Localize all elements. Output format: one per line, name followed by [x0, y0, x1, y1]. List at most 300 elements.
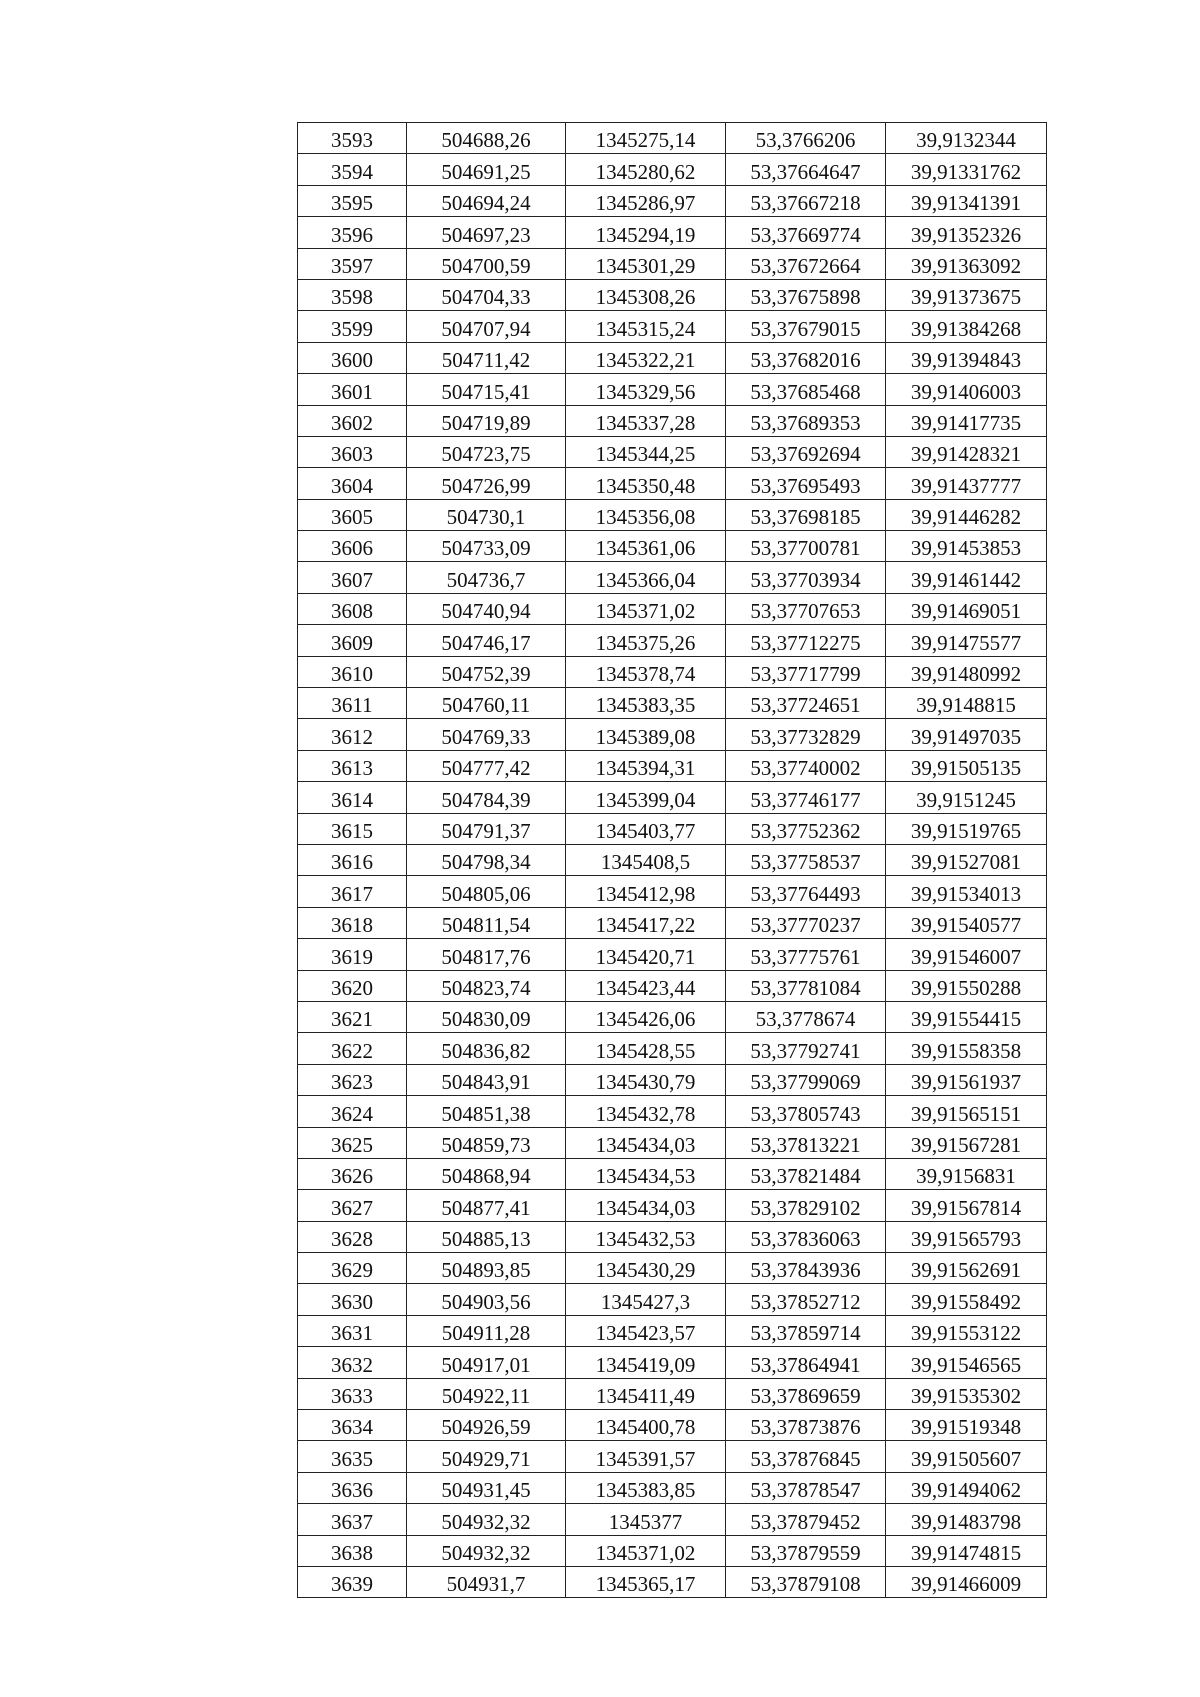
longitude-cell — [886, 531, 1047, 562]
cell-text: 1345366,04 — [595, 567, 696, 592]
point-number-cell — [298, 342, 407, 373]
cell-text: 504917,01 — [441, 1352, 531, 1377]
point-number-cell — [298, 154, 407, 185]
cell-text: 53,3778674 — [755, 1007, 856, 1032]
cell-text: 53,37664647 — [750, 159, 861, 184]
cell-text: 53,37843936 — [750, 1258, 861, 1283]
x-coordinate-cell — [407, 1001, 566, 1032]
cell-text: 53,37685468 — [750, 379, 861, 404]
longitude-cell — [886, 939, 1047, 970]
longitude-cell — [886, 907, 1047, 938]
x-coordinate-cell — [407, 279, 566, 310]
table-row — [298, 876, 1047, 907]
cell-text: 504733,09 — [441, 536, 531, 561]
table-row — [298, 1284, 1047, 1315]
longitude-cell — [886, 1127, 1047, 1158]
cell-text: 53,37717799 — [750, 662, 861, 687]
cell-text: 504719,89 — [441, 410, 531, 435]
table-row — [298, 593, 1047, 624]
cell-text: 3619 — [331, 944, 373, 969]
cell-text: 1345412,98 — [595, 881, 696, 906]
cell-text: 504736,7 — [446, 567, 526, 592]
longitude-cell — [886, 1096, 1047, 1127]
longitude-cell — [886, 1378, 1047, 1409]
cell-text: 1345432,53 — [595, 1227, 696, 1252]
point-number-cell — [298, 1033, 407, 1064]
point-number-cell — [298, 1441, 407, 1472]
cell-text: 39,91406003 — [910, 379, 1022, 404]
y-coordinate-cell — [566, 342, 726, 373]
latitude-cell — [726, 1096, 886, 1127]
table-row — [298, 405, 1047, 436]
cell-text: 1345411,49 — [596, 1384, 695, 1409]
cell-text: 1345399,04 — [595, 787, 696, 812]
cell-text: 504746,17 — [441, 630, 531, 655]
cell-text: 504859,73 — [441, 1132, 531, 1157]
point-number-cell — [298, 1001, 407, 1032]
table-row — [298, 123, 1047, 154]
y-coordinate-cell — [566, 1096, 726, 1127]
x-coordinate-cell — [407, 217, 566, 248]
point-number-cell — [298, 1347, 407, 1378]
latitude-cell — [726, 562, 886, 593]
latitude-cell — [726, 1566, 886, 1597]
latitude-cell — [726, 1221, 886, 1252]
cell-text: 504691,25 — [441, 159, 531, 184]
y-coordinate-cell — [566, 405, 726, 436]
cell-text: 53,37724651 — [750, 693, 861, 718]
cell-text: 3622 — [331, 1038, 373, 1063]
cell-text: 1345280,62 — [595, 159, 696, 184]
cell-text: 504784,39 — [441, 787, 531, 812]
cell-text: 39,9148815 — [916, 693, 1016, 718]
cell-text: 504811,54 — [441, 913, 531, 938]
cell-text: 504694,24 — [441, 191, 531, 216]
cell-text: 3607 — [331, 567, 373, 592]
x-coordinate-cell — [407, 876, 566, 907]
point-number-cell — [298, 123, 407, 154]
cell-text: 39,91567814 — [910, 1195, 1022, 1220]
x-coordinate-cell — [407, 1378, 566, 1409]
y-coordinate-cell — [566, 1127, 726, 1158]
x-coordinate-cell — [407, 1127, 566, 1158]
cell-text: 1345371,02 — [595, 1540, 696, 1565]
cell-text: 53,37692694 — [750, 442, 861, 467]
y-coordinate-cell — [566, 311, 726, 342]
longitude-cell — [886, 1190, 1047, 1221]
latitude-cell — [726, 1190, 886, 1221]
latitude-cell — [726, 248, 886, 279]
coordinates-table-body — [298, 123, 1047, 1598]
cell-text: 3614 — [331, 787, 373, 812]
table-row — [298, 1347, 1047, 1378]
cell-text: 3615 — [331, 818, 373, 843]
point-number-cell — [298, 1064, 407, 1095]
point-number-cell — [298, 719, 407, 750]
table-row — [298, 311, 1047, 342]
point-number-cell — [298, 468, 407, 499]
y-coordinate-cell — [566, 279, 726, 310]
cell-text: 53,37679015 — [750, 316, 861, 341]
table-row — [298, 844, 1047, 875]
cell-text: 3610 — [331, 662, 373, 687]
longitude-cell — [886, 782, 1047, 813]
latitude-cell — [726, 688, 886, 719]
longitude-cell — [886, 1347, 1047, 1378]
y-coordinate-cell — [566, 1378, 726, 1409]
cell-text: 3621 — [331, 1007, 373, 1032]
cell-text: 3602 — [331, 410, 373, 435]
x-coordinate-cell — [407, 154, 566, 185]
longitude-cell — [886, 1472, 1047, 1503]
cell-text: 504868,94 — [441, 1164, 531, 1189]
y-coordinate-cell — [566, 876, 726, 907]
cell-text: 3603 — [331, 442, 373, 467]
cell-text: 53,37707653 — [750, 599, 861, 624]
cell-text: 39,91494062 — [910, 1478, 1022, 1503]
latitude-cell — [726, 782, 886, 813]
cell-text: 1345428,55 — [595, 1038, 696, 1063]
coordinates-table — [297, 122, 1047, 1598]
x-coordinate-cell — [407, 468, 566, 499]
table-row — [298, 499, 1047, 530]
x-coordinate-cell — [407, 562, 566, 593]
cell-text: 3631 — [331, 1321, 373, 1346]
cell-text: 1345423,57 — [595, 1321, 696, 1346]
y-coordinate-cell — [566, 185, 726, 216]
cell-text: 504707,94 — [441, 316, 531, 341]
cell-text: 1345430,29 — [595, 1258, 696, 1283]
cell-text: 1345432,78 — [595, 1101, 696, 1126]
cell-text: 504932,32 — [441, 1509, 531, 1534]
cell-text: 53,37836063 — [750, 1227, 861, 1252]
cell-text: 504931,45 — [441, 1478, 531, 1503]
point-number-cell — [298, 1378, 407, 1409]
longitude-cell — [886, 1284, 1047, 1315]
cell-text: 3628 — [331, 1227, 373, 1252]
y-coordinate-cell — [566, 1190, 726, 1221]
cell-text: 39,91561937 — [910, 1070, 1022, 1095]
longitude-cell — [886, 248, 1047, 279]
cell-text: 53,3766206 — [755, 128, 856, 153]
cell-text: 53,37876845 — [750, 1446, 861, 1471]
latitude-cell — [726, 279, 886, 310]
cell-text: 1345403,77 — [595, 818, 696, 843]
longitude-cell — [886, 876, 1047, 907]
latitude-cell — [726, 1504, 886, 1535]
cell-text: 39,91546565 — [910, 1352, 1022, 1377]
longitude-cell — [886, 844, 1047, 875]
y-coordinate-cell — [566, 1566, 726, 1597]
cell-text: 1345419,09 — [595, 1352, 696, 1377]
cell-text: 3593 — [331, 128, 373, 153]
table-row — [298, 374, 1047, 405]
cell-text: 39,91437777 — [910, 473, 1022, 498]
latitude-cell — [726, 185, 886, 216]
x-coordinate-cell — [407, 248, 566, 279]
cell-text: 39,91384268 — [910, 316, 1022, 341]
cell-text: 3624 — [331, 1101, 373, 1126]
cell-text: 53,37873876 — [750, 1415, 861, 1440]
table-row — [298, 1033, 1047, 1064]
cell-text: 39,91341391 — [910, 191, 1022, 216]
cell-text: 1345378,74 — [595, 662, 696, 687]
latitude-cell — [726, 499, 886, 530]
cell-text: 3595 — [331, 191, 373, 216]
cell-text: 3626 — [331, 1164, 373, 1189]
cell-text: 53,37869659 — [750, 1384, 861, 1409]
latitude-cell — [726, 1410, 886, 1441]
table-row — [298, 1378, 1047, 1409]
cell-text: 1345329,56 — [595, 379, 696, 404]
longitude-cell — [886, 1566, 1047, 1597]
x-coordinate-cell — [407, 531, 566, 562]
longitude-cell — [886, 593, 1047, 624]
y-coordinate-cell — [566, 1284, 726, 1315]
cell-text: 1345337,28 — [595, 410, 696, 435]
table-row — [298, 1064, 1047, 1095]
table-row — [298, 1472, 1047, 1503]
table-row — [298, 656, 1047, 687]
x-coordinate-cell — [407, 1410, 566, 1441]
table-row — [298, 468, 1047, 499]
point-number-cell — [298, 813, 407, 844]
table-row — [298, 1096, 1047, 1127]
y-coordinate-cell — [566, 436, 726, 467]
cell-text: 1345371,02 — [595, 599, 696, 624]
point-number-cell — [298, 1504, 407, 1535]
cell-text: 504893,85 — [441, 1258, 531, 1283]
y-coordinate-cell — [566, 499, 726, 530]
longitude-cell — [886, 1158, 1047, 1189]
longitude-cell — [886, 813, 1047, 844]
x-coordinate-cell — [407, 185, 566, 216]
cell-text: 53,37669774 — [750, 222, 861, 247]
cell-text: 53,37805743 — [750, 1101, 861, 1126]
cell-text: 1345344,25 — [595, 442, 696, 467]
cell-text: 39,91474815 — [910, 1540, 1022, 1565]
latitude-cell — [726, 719, 886, 750]
cell-text: 39,91540577 — [910, 913, 1022, 938]
cell-text: 1345361,06 — [595, 536, 696, 561]
point-number-cell — [298, 1221, 407, 1252]
x-coordinate-cell — [407, 625, 566, 656]
table-row — [298, 531, 1047, 562]
cell-text: 1345408,5 — [600, 850, 691, 875]
x-coordinate-cell — [407, 719, 566, 750]
cell-text: 39,91480992 — [910, 662, 1022, 687]
latitude-cell — [726, 1001, 886, 1032]
longitude-cell — [886, 1410, 1047, 1441]
longitude-cell — [886, 154, 1047, 185]
point-number-cell — [298, 185, 407, 216]
cell-text: 3599 — [331, 316, 373, 341]
point-number-cell — [298, 1096, 407, 1127]
point-number-cell — [298, 656, 407, 687]
point-number-cell — [298, 593, 407, 624]
x-coordinate-cell — [407, 750, 566, 781]
cell-text: 53,37698185 — [750, 505, 861, 530]
cell-text: 1345434,03 — [595, 1195, 696, 1220]
x-coordinate-cell — [407, 1504, 566, 1535]
x-coordinate-cell — [407, 688, 566, 719]
point-number-cell — [298, 750, 407, 781]
point-number-cell — [298, 844, 407, 875]
x-coordinate-cell — [407, 907, 566, 938]
cell-text: 53,37752362 — [750, 818, 861, 843]
cell-text: 3633 — [331, 1384, 373, 1409]
x-coordinate-cell — [407, 970, 566, 1001]
cell-text: 3637 — [331, 1509, 373, 1534]
cell-text: 39,91527081 — [910, 850, 1022, 875]
cell-text: 504885,13 — [441, 1227, 531, 1252]
x-coordinate-cell — [407, 813, 566, 844]
cell-text: 1345286,97 — [595, 191, 696, 216]
cell-text: 1345301,29 — [595, 253, 696, 278]
point-number-cell — [298, 562, 407, 593]
y-coordinate-cell — [566, 1158, 726, 1189]
latitude-cell — [726, 1127, 886, 1158]
table-row — [298, 1190, 1047, 1221]
y-coordinate-cell — [566, 593, 726, 624]
latitude-cell — [726, 1441, 886, 1472]
point-number-cell — [298, 436, 407, 467]
table-row — [298, 939, 1047, 970]
cell-text: 53,37859714 — [750, 1321, 861, 1346]
cell-text: 1345315,24 — [595, 316, 696, 341]
table-row — [298, 907, 1047, 938]
cell-text: 1345322,21 — [595, 348, 696, 373]
point-number-cell — [298, 625, 407, 656]
table-row — [298, 1221, 1047, 1252]
cell-text: 1345434,53 — [595, 1164, 696, 1189]
cell-text: 1345423,44 — [595, 975, 696, 1000]
latitude-cell — [726, 1472, 886, 1503]
cell-text: 53,37675898 — [750, 285, 861, 310]
cell-text: 504877,41 — [441, 1195, 531, 1220]
cell-text: 504711,42 — [441, 348, 531, 373]
latitude-cell — [726, 468, 886, 499]
y-coordinate-cell — [566, 123, 726, 154]
latitude-cell — [726, 750, 886, 781]
cell-text: 1345394,31 — [595, 756, 696, 781]
y-coordinate-cell — [566, 531, 726, 562]
x-coordinate-cell — [407, 1284, 566, 1315]
longitude-cell — [886, 185, 1047, 216]
cell-text: 39,91483798 — [910, 1509, 1022, 1534]
cell-text: 53,37829102 — [750, 1195, 861, 1220]
table-row — [298, 562, 1047, 593]
cell-text: 1345391,57 — [595, 1446, 696, 1471]
cell-text: 504798,34 — [441, 850, 531, 875]
cell-text: 504823,74 — [441, 975, 531, 1000]
cell-text: 504805,06 — [441, 881, 531, 906]
point-number-cell — [298, 1190, 407, 1221]
cell-text: 1345294,19 — [595, 222, 696, 247]
cell-text: 3605 — [331, 505, 373, 530]
cell-text: 1345350,48 — [595, 473, 696, 498]
cell-text: 3611 — [331, 693, 373, 718]
y-coordinate-cell — [566, 1347, 726, 1378]
cell-text: 53,37879452 — [750, 1509, 861, 1534]
x-coordinate-cell — [407, 1253, 566, 1284]
longitude-cell — [886, 436, 1047, 467]
cell-text: 53,37732829 — [750, 724, 861, 749]
cell-text: 504777,42 — [441, 756, 531, 781]
x-coordinate-cell — [407, 1033, 566, 1064]
latitude-cell — [726, 656, 886, 687]
longitude-cell — [886, 1253, 1047, 1284]
cell-text: 504752,39 — [441, 662, 531, 687]
cell-text: 1345400,78 — [595, 1415, 696, 1440]
cell-text: 39,91417735 — [910, 410, 1022, 435]
latitude-cell — [726, 1347, 886, 1378]
cell-text: 504697,23 — [441, 222, 531, 247]
cell-text: 39,91363092 — [910, 253, 1022, 278]
cell-text: 504830,09 — [441, 1007, 531, 1032]
table-row — [298, 625, 1047, 656]
longitude-cell — [886, 1221, 1047, 1252]
latitude-cell — [726, 939, 886, 970]
cell-text: 504922,11 — [441, 1384, 531, 1409]
latitude-cell — [726, 1535, 886, 1566]
cell-text: 53,37672664 — [750, 253, 861, 278]
longitude-cell — [886, 374, 1047, 405]
cell-text: 53,37712275 — [750, 630, 861, 655]
longitude-cell — [886, 1441, 1047, 1472]
cell-text: 1345275,14 — [595, 128, 696, 153]
cell-text: 39,91558358 — [910, 1038, 1022, 1063]
cell-text: 39,91453853 — [910, 536, 1022, 561]
table-row — [298, 1127, 1047, 1158]
y-coordinate-cell — [566, 907, 726, 938]
cell-text: 1345420,71 — [595, 944, 696, 969]
x-coordinate-cell — [407, 1221, 566, 1252]
y-coordinate-cell — [566, 813, 726, 844]
cell-text: 39,91475577 — [910, 630, 1022, 655]
latitude-cell — [726, 1253, 886, 1284]
latitude-cell — [726, 1378, 886, 1409]
longitude-cell — [886, 279, 1047, 310]
latitude-cell — [726, 625, 886, 656]
cell-text: 1345389,08 — [595, 724, 696, 749]
y-coordinate-cell — [566, 750, 726, 781]
cell-text: 53,37703934 — [750, 567, 861, 592]
longitude-cell — [886, 342, 1047, 373]
x-coordinate-cell — [407, 1347, 566, 1378]
table-row — [298, 1410, 1047, 1441]
cell-text: 53,37667218 — [750, 191, 861, 216]
point-number-cell — [298, 248, 407, 279]
latitude-cell — [726, 123, 886, 154]
cell-text: 1345356,08 — [595, 505, 696, 530]
latitude-cell — [726, 1158, 886, 1189]
cell-text: 53,37682016 — [750, 348, 861, 373]
cell-text: 3632 — [331, 1352, 373, 1377]
point-number-cell — [298, 499, 407, 530]
cell-text: 53,37689353 — [750, 410, 861, 435]
longitude-cell — [886, 405, 1047, 436]
cell-text: 53,37879108 — [750, 1572, 861, 1597]
table-row — [298, 1253, 1047, 1284]
cell-text: 504836,82 — [441, 1038, 531, 1063]
cell-text: 504769,33 — [441, 724, 531, 749]
cell-text: 504932,32 — [441, 1540, 531, 1565]
y-coordinate-cell — [566, 688, 726, 719]
latitude-cell — [726, 342, 886, 373]
cell-text: 53,37781084 — [750, 975, 861, 1000]
longitude-cell — [886, 970, 1047, 1001]
